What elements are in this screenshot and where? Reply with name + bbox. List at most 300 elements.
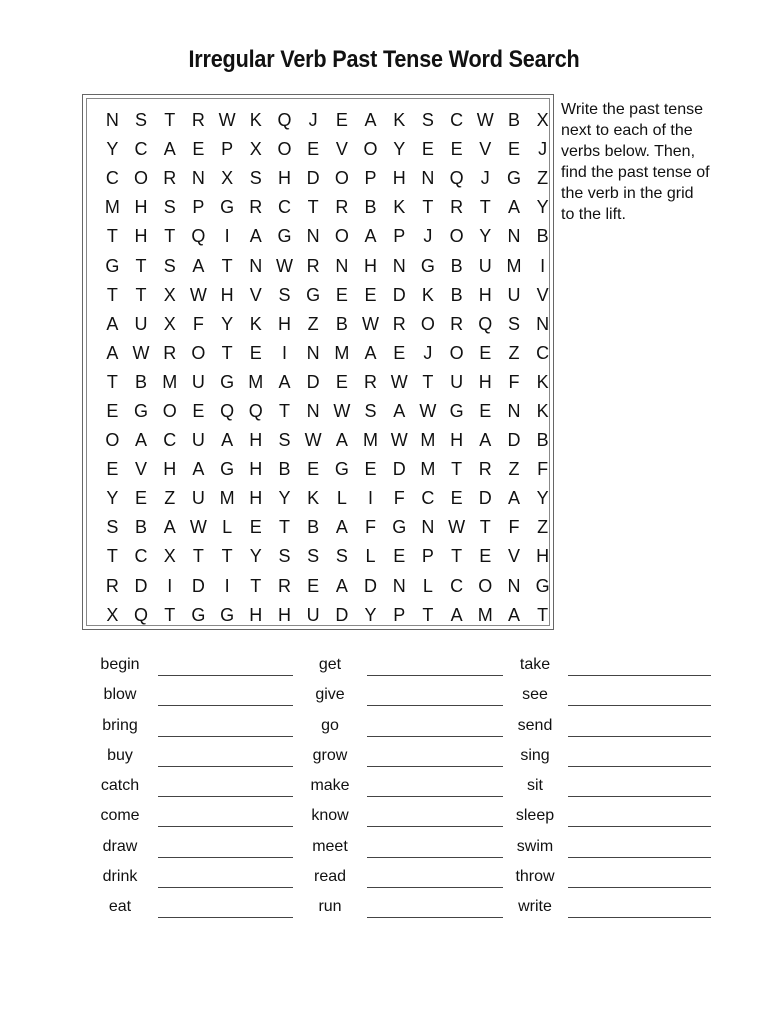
grid-letter: B xyxy=(450,255,463,276)
grid-letter: O xyxy=(449,342,464,363)
grid-letter: S xyxy=(307,546,320,567)
verb-label: send xyxy=(517,716,553,734)
verb-row xyxy=(0,652,768,682)
grid-letter: G xyxy=(105,255,120,276)
grid-row xyxy=(98,426,557,455)
grid-letter: X xyxy=(163,313,176,334)
grid-letter: S xyxy=(135,110,148,131)
grid-letter: D xyxy=(335,604,349,625)
grid-letter: E xyxy=(507,139,520,160)
grid-letter: A xyxy=(507,604,520,625)
grid-letter: K xyxy=(249,313,262,334)
grid-letter: T xyxy=(106,371,118,392)
grid-letter: E xyxy=(106,459,119,480)
grid-letter: R xyxy=(306,255,320,276)
grid-letter: Q xyxy=(191,226,206,247)
grid-letter: A xyxy=(163,517,176,538)
grid-letter: A xyxy=(335,430,348,451)
verb-label: throw xyxy=(515,868,555,886)
grid-letter: C xyxy=(277,197,291,218)
grid-letter: X xyxy=(536,110,549,131)
grid-letter: A xyxy=(106,313,119,334)
grid-letter: N xyxy=(306,400,320,421)
grid-letter: E xyxy=(450,139,463,160)
grid-letter: E xyxy=(307,575,320,596)
grid-letter: A xyxy=(364,342,377,363)
grid-letter: N xyxy=(392,255,406,276)
grid-letter: C xyxy=(536,342,550,363)
grid-letter: T xyxy=(106,226,118,247)
grid-letter: G xyxy=(191,604,206,625)
grid-letter: Y xyxy=(106,488,119,509)
grid-row xyxy=(98,251,557,280)
grid-letter: T xyxy=(221,546,233,567)
grid-row xyxy=(98,601,557,630)
grid-letter: T xyxy=(537,604,549,625)
verb-label: see xyxy=(522,686,548,704)
grid-letter: T xyxy=(250,575,262,596)
answer-blank[interactable] xyxy=(568,736,711,737)
grid-letter: A xyxy=(450,604,463,625)
grid-letter: P xyxy=(393,604,406,625)
grid-letter: D xyxy=(364,575,378,596)
grid-letter: H xyxy=(220,284,234,305)
grid-letter: R xyxy=(163,168,177,189)
grid-letter: B xyxy=(536,430,549,451)
grid-letter: T xyxy=(479,197,491,218)
grid-letter: H xyxy=(450,430,464,451)
grid-letter: T xyxy=(422,604,434,625)
grid-letter: T xyxy=(451,546,463,567)
grid-letter: B xyxy=(507,110,520,131)
grid-letter: B xyxy=(364,197,377,218)
grid-letter: S xyxy=(278,430,291,451)
verb-row xyxy=(0,682,768,712)
grid-letter: K xyxy=(393,110,406,131)
grid-letter: P xyxy=(221,139,234,160)
grid-letter: O xyxy=(363,139,378,160)
grid-letter: J xyxy=(480,168,490,189)
grid-letter: E xyxy=(307,459,320,480)
grid-letter: Y xyxy=(479,226,492,247)
grid-letter: H xyxy=(277,313,291,334)
verb-label: make xyxy=(310,777,350,795)
grid-letter: W xyxy=(419,400,437,421)
grid-letter: E xyxy=(335,371,348,392)
grid-letter: Z xyxy=(307,313,319,334)
grid-letter: A xyxy=(163,139,176,160)
grid-letter: W xyxy=(218,110,236,131)
grid-letter: A xyxy=(249,226,262,247)
verb-label: drink xyxy=(102,868,138,886)
verb-label: take xyxy=(519,656,551,673)
grid-letter: U xyxy=(134,313,148,334)
grid-letter: E xyxy=(479,342,492,363)
grid-letter: A xyxy=(335,517,348,538)
grid-letter: I xyxy=(368,488,374,509)
grid-letter: Y xyxy=(278,488,291,509)
verb-row xyxy=(0,864,768,894)
grid-letter: K xyxy=(536,400,549,421)
verb-column xyxy=(0,652,768,925)
verb-row xyxy=(0,773,768,803)
verb-label: know xyxy=(311,807,349,825)
grid-letter: O xyxy=(449,226,464,247)
verb-label: give xyxy=(315,686,345,704)
grid-letter: W xyxy=(189,517,207,538)
grid-letter: N xyxy=(306,342,320,363)
grid-letter: S xyxy=(163,255,176,276)
grid-letter: F xyxy=(508,371,520,392)
grid-letter: A xyxy=(364,226,377,247)
grid-letter: D xyxy=(191,575,205,596)
grid-letter: M xyxy=(420,430,436,451)
grid-letter: R xyxy=(364,371,378,392)
grid-row xyxy=(98,310,557,339)
grid-letter: J xyxy=(423,342,433,363)
grid-letter: G xyxy=(220,604,235,625)
verb-label: go xyxy=(321,716,339,734)
grid-letter: O xyxy=(334,226,349,247)
grid-letter: Z xyxy=(164,488,176,509)
grid-letter: T xyxy=(192,546,204,567)
grid-letter: N xyxy=(306,226,320,247)
verb-label: blow xyxy=(103,686,137,704)
grid-letter: H xyxy=(277,604,291,625)
grid-letter: T xyxy=(221,342,233,363)
grid-letter: A xyxy=(221,430,234,451)
grid-letter: J xyxy=(423,226,433,247)
instructions-text: Write the past tense next to each of the verbs below. Then, find the past tense of the verb in the grid to the lift. xyxy=(561,101,710,223)
grid-letter: E xyxy=(393,342,406,363)
grid-letter: R xyxy=(450,197,464,218)
grid-letter: N xyxy=(249,255,263,276)
grid-letter: D xyxy=(392,284,406,305)
grid-letter: N xyxy=(335,255,349,276)
grid-letter: R xyxy=(163,342,177,363)
word-search-grid xyxy=(82,94,554,630)
grid-letter: S xyxy=(278,546,291,567)
grid-letter: E xyxy=(335,110,348,131)
grid-letter: A xyxy=(135,430,148,451)
grid-letter: D xyxy=(478,488,492,509)
answer-blank[interactable] xyxy=(568,705,711,706)
grid-row xyxy=(98,106,557,135)
grid-letter: V xyxy=(249,284,262,305)
grid-letter: C xyxy=(163,430,177,451)
grid-letter: E xyxy=(307,139,320,160)
grid-letter: A xyxy=(192,459,205,480)
grid-letter: A xyxy=(335,575,348,596)
grid-letter: M xyxy=(219,488,235,509)
verb-label: meet xyxy=(312,837,348,855)
grid-letter: H xyxy=(134,226,148,247)
letter-grid xyxy=(98,106,557,630)
grid-letter: B xyxy=(335,313,348,334)
grid-letter: K xyxy=(393,197,406,218)
grid-letter: H xyxy=(249,488,263,509)
grid-letter: H xyxy=(478,284,492,305)
verb-row xyxy=(0,894,768,924)
grid-letter: A xyxy=(479,430,492,451)
grid-letter: H xyxy=(536,546,550,567)
grid-letter: Y xyxy=(221,313,234,334)
grid-letter: G xyxy=(506,168,521,189)
grid-letter: H xyxy=(392,168,406,189)
grid-letter: T xyxy=(164,226,176,247)
grid-letter: N xyxy=(536,313,550,334)
grid-letter: A xyxy=(106,342,119,363)
grid-letter: B xyxy=(135,517,148,538)
answer-blank[interactable] xyxy=(568,887,711,888)
grid-letter: N xyxy=(392,575,406,596)
grid-letter: E xyxy=(335,284,348,305)
verb-label: run xyxy=(318,898,342,916)
grid-letter: K xyxy=(421,284,434,305)
grid-letter: U xyxy=(191,488,205,509)
grid-letter: U xyxy=(191,371,205,392)
grid-letter: I xyxy=(167,575,173,596)
grid-letter: F xyxy=(192,313,204,334)
answer-blank[interactable] xyxy=(568,826,711,827)
grid-letter: W xyxy=(476,110,494,131)
grid-letter: A xyxy=(364,110,377,131)
grid-letter: D xyxy=(134,575,148,596)
grid-letter: U xyxy=(191,430,205,451)
answer-blank[interactable] xyxy=(568,766,711,767)
grid-letter: W xyxy=(333,400,351,421)
grid-letter: T xyxy=(422,197,434,218)
grid-letter: U xyxy=(450,371,464,392)
grid-letter: T xyxy=(106,284,118,305)
grid-letter: B xyxy=(278,459,291,480)
grid-letter: G xyxy=(420,255,435,276)
grid-letter: E xyxy=(192,139,205,160)
grid-letter: N xyxy=(421,168,435,189)
grid-row xyxy=(98,164,557,193)
grid-letter: G xyxy=(334,459,349,480)
verb-label: begin xyxy=(100,656,140,673)
grid-letter: Y xyxy=(536,197,549,218)
grid-letter: O xyxy=(420,313,435,334)
grid-row xyxy=(98,368,557,397)
grid-letter: S xyxy=(507,313,520,334)
verb-row xyxy=(0,803,768,833)
grid-letter: S xyxy=(278,284,291,305)
answer-blank[interactable] xyxy=(568,857,711,858)
grid-letter: E xyxy=(106,400,119,421)
grid-letter: M xyxy=(248,371,264,392)
grid-letter: Z xyxy=(508,459,520,480)
verb-label: buy xyxy=(107,746,133,764)
grid-letter: W xyxy=(390,371,408,392)
grid-row xyxy=(98,542,557,571)
grid-letter: A xyxy=(278,371,291,392)
grid-letter: H xyxy=(163,459,177,480)
grid-letter: W xyxy=(304,430,322,451)
grid-letter: C xyxy=(450,110,464,131)
grid-letter: C xyxy=(134,139,148,160)
grid-letter: B xyxy=(135,371,148,392)
grid-letter: G xyxy=(277,226,292,247)
grid-row xyxy=(98,135,557,164)
grid-inner-border xyxy=(86,98,550,626)
grid-letter: Y xyxy=(393,139,406,160)
grid-letter: R xyxy=(392,313,406,334)
grid-letter: I xyxy=(281,342,287,363)
grid-letter: K xyxy=(307,488,320,509)
grid-letter: N xyxy=(507,226,521,247)
grid-letter: V xyxy=(507,546,520,567)
grid-letter: W xyxy=(390,430,408,451)
verb-label: write xyxy=(518,898,552,916)
grid-letter: G xyxy=(134,400,149,421)
grid-letter: W xyxy=(132,342,150,363)
grid-letter: T xyxy=(451,459,463,480)
grid-letter: S xyxy=(421,110,434,131)
verb-row xyxy=(0,743,768,773)
grid-letter: O xyxy=(277,139,292,160)
grid-letter: F xyxy=(393,488,405,509)
grid-letter: S xyxy=(364,400,377,421)
answer-blank[interactable] xyxy=(568,796,711,797)
grid-letter: M xyxy=(477,604,493,625)
grid-letter: X xyxy=(163,546,176,567)
grid-letter: E xyxy=(421,139,434,160)
grid-letter: J xyxy=(308,110,318,131)
grid-letter: D xyxy=(507,430,521,451)
grid-letter: O xyxy=(162,400,177,421)
grid-letter: L xyxy=(422,575,433,596)
grid-letter: Z xyxy=(508,342,520,363)
grid-letter: W xyxy=(189,284,207,305)
answer-blank[interactable] xyxy=(568,917,711,918)
grid-letter: Z xyxy=(537,517,549,538)
grid-letter: F xyxy=(365,517,377,538)
grid-letter: L xyxy=(365,546,376,567)
grid-letter: X xyxy=(163,284,176,305)
grid-letter: E xyxy=(249,342,262,363)
grid-letter: A xyxy=(507,488,520,509)
grid-letter: G xyxy=(220,459,235,480)
grid-letter: M xyxy=(104,197,120,218)
grid-letter: O xyxy=(105,430,120,451)
grid-letter: G xyxy=(449,400,464,421)
grid-row xyxy=(98,339,557,368)
grid-letter: E xyxy=(135,488,148,509)
verb-row xyxy=(0,713,768,743)
verb-row xyxy=(0,834,768,864)
grid-letter: E xyxy=(364,459,377,480)
grid-letter: T xyxy=(479,517,491,538)
grid-letter: P xyxy=(192,197,205,218)
grid-letter: L xyxy=(222,517,233,538)
grid-letter: G xyxy=(220,371,235,392)
grid-letter: T xyxy=(278,400,290,421)
verb-label: sleep xyxy=(515,807,555,825)
grid-row xyxy=(98,455,557,484)
grid-letter: R xyxy=(478,459,492,480)
grid-letter: D xyxy=(306,371,320,392)
grid-letter: O xyxy=(191,342,206,363)
grid-row xyxy=(98,397,557,426)
grid-letter: I xyxy=(224,575,230,596)
grid-letter: K xyxy=(249,110,262,131)
verb-label: eat xyxy=(108,898,132,916)
grid-letter: Z xyxy=(537,168,549,189)
grid-letter: Q xyxy=(134,604,149,625)
grid-letter: E xyxy=(393,546,406,567)
verb-label: get xyxy=(318,656,342,673)
grid-letter: U xyxy=(478,255,492,276)
grid-letter: C xyxy=(134,546,148,567)
grid-letter: P xyxy=(393,226,406,247)
grid-letter: S xyxy=(106,517,119,538)
grid-letter: Y xyxy=(106,139,119,160)
grid-letter: Q xyxy=(478,313,493,334)
grid-letter: G xyxy=(220,197,235,218)
grid-letter: D xyxy=(392,459,406,480)
grid-letter: M xyxy=(420,459,436,480)
grid-letter: Q xyxy=(248,400,263,421)
verb-label: sing xyxy=(520,746,550,764)
grid-letter: H xyxy=(249,430,263,451)
grid-letter: R xyxy=(191,110,205,131)
grid-letter: A xyxy=(192,255,205,276)
verb-label: draw xyxy=(102,837,138,855)
grid-letter: C xyxy=(421,488,435,509)
grid-letter: M xyxy=(506,255,522,276)
grid-letter: Y xyxy=(249,546,262,567)
verb-label: bring xyxy=(102,716,138,734)
answer-blank[interactable] xyxy=(568,675,711,676)
grid-letter: E xyxy=(364,284,377,305)
grid-letter: O xyxy=(334,168,349,189)
grid-letter: M xyxy=(162,371,178,392)
grid-letter: W xyxy=(275,255,293,276)
grid-letter: N xyxy=(191,168,205,189)
grid-letter: N xyxy=(507,575,521,596)
grid-letter: S xyxy=(249,168,262,189)
grid-letter: I xyxy=(540,255,546,276)
grid-letter: T xyxy=(164,110,176,131)
grid-letter: T xyxy=(221,255,233,276)
grid-letter: V xyxy=(335,139,348,160)
grid-letter: B xyxy=(307,517,320,538)
verb-label: read xyxy=(313,868,347,886)
grid-letter: B xyxy=(536,226,549,247)
grid-letter: Q xyxy=(220,400,235,421)
grid-letter: F xyxy=(508,517,520,538)
page-title: Irregular Verb Past Tense Word Search xyxy=(188,46,580,73)
grid-letter: H xyxy=(249,604,263,625)
verb-label: grow xyxy=(312,746,348,764)
grid-letter: H xyxy=(134,197,148,218)
grid-letter: R xyxy=(450,313,464,334)
grid-letter: V xyxy=(536,284,549,305)
grid-letter: W xyxy=(448,517,466,538)
grid-letter: T xyxy=(422,371,434,392)
grid-row xyxy=(98,572,557,601)
grid-letter: E xyxy=(450,488,463,509)
grid-letter: T xyxy=(164,604,176,625)
grid-letter: L xyxy=(336,488,347,509)
grid-letter: O xyxy=(478,575,493,596)
grid-letter: X xyxy=(249,139,262,160)
grid-letter: W xyxy=(362,313,380,334)
grid-letter: T xyxy=(135,255,147,276)
grid-letter: T xyxy=(307,197,319,218)
